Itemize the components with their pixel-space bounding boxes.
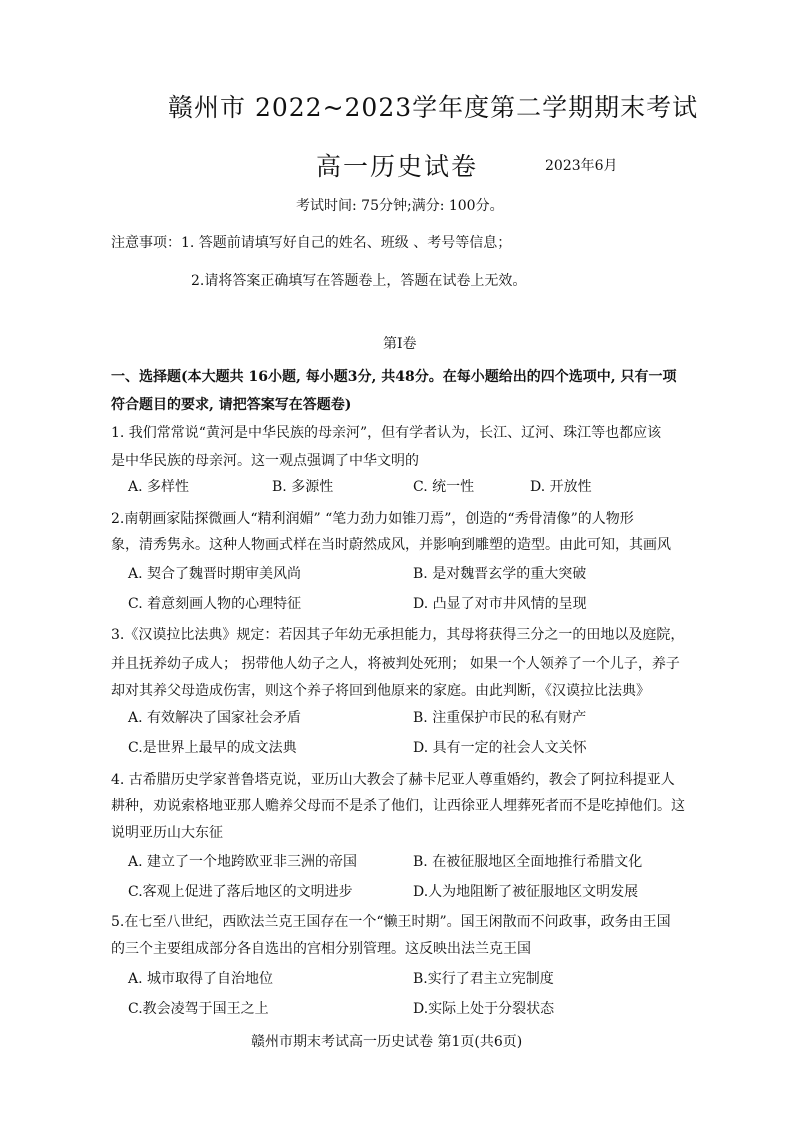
question-5-option-a[interactable]: A. 城市取得了自治地位 xyxy=(128,971,274,987)
question-1-option-a[interactable]: A. 多样性 xyxy=(128,479,190,495)
question-2-option-a[interactable]: A. 契合了魏晋时期审美风尚 xyxy=(128,566,302,582)
page-footer: 赣州市期末考试高一历史试卷 第1页(共6页) xyxy=(251,1034,523,1050)
question-2-option-b[interactable]: B. 是对魏晋玄学的重大突破 xyxy=(413,566,587,582)
question-5-option-b[interactable]: B.实行了君主立宪制度 xyxy=(413,971,554,987)
question-1-option-b[interactable]: B. 多源性 xyxy=(272,479,334,495)
question-1-option-d[interactable]: D. 开放性 xyxy=(530,479,592,495)
notice-line-2: 2.请将答案正确填写在答题卷上，答题在试卷上无效。 xyxy=(191,273,527,289)
question-3-line-2: 并且抚养幼子成人； 拐带他人幼子之人，将被判处死刑； 如果一个人领养了一个儿子，养子 xyxy=(111,656,680,672)
question-2-line-1: 2.南朝画家陆探微画人“精利润媚” “笔力劲力如锥刀焉”，创造的“秀骨清像”的人物形 xyxy=(111,511,634,527)
question-4-option-b[interactable]: B. 在被征服地区全面地推行希腊文化 xyxy=(413,854,643,870)
section-heading-line-2: 符合题目的要求, 请把答案写在答题卷) xyxy=(111,397,352,413)
question-3-line-1: 3.《汉谟拉比法典》规定：若因其子年幼无承担能力，其母将获得三分之一的田地以及庭院， xyxy=(111,627,685,643)
question-5-line-2: 的三个主要组成部分各自选出的宫相分别管理。这反映出法兰克王国 xyxy=(111,941,531,957)
exam-subtitle: 高一历史试卷 xyxy=(316,152,479,181)
question-2-option-d[interactable]: D. 凸显了对市井风情的呈现 xyxy=(413,596,587,612)
question-3-option-c[interactable]: C.是世界上最早的成文法典 xyxy=(128,740,297,756)
question-4-line-1: 4. 古希腊历史学家普鲁塔克说，亚历山大教会了赫卡尼亚人尊重婚约，教会了阿拉科提亚人 xyxy=(111,772,675,788)
question-4-option-c[interactable]: C.客观上促进了落后地区的文明进步 xyxy=(128,884,353,900)
question-1-line-2: 是中华民族的母亲河。这一观点强调了中华文明的 xyxy=(111,453,419,469)
question-2-option-c[interactable]: C. 着意刻画人物的心理特征 xyxy=(128,596,302,612)
section-heading-line-1: 一、选择题(本大题共 16小题, 每小题3分, 共48分。在每小题给出的四个选项中, 只有一项 xyxy=(111,369,677,385)
question-5-line-1: 5.在七至八世纪，西欧法兰克王国存在一个“懒王时期”。国王闲散而不问政事，政务由王国 xyxy=(111,914,671,930)
question-4-option-d[interactable]: D.人为地阻断了被征服地区文明发展 xyxy=(413,884,639,900)
question-1-line-1: 1. 我们常常说“黄河是中华民族的母亲河”，但有学者认为，长江、辽河、珠江等也都应该 xyxy=(111,425,662,441)
question-4-line-2: 耕种，劝说索格地亚那人赡养父母而不是杀了他们，让西徐亚人埋葬死者而不是吃掉他们。这 xyxy=(111,798,685,814)
question-4-option-a[interactable]: A. 建立了一个地跨欧亚非三洲的帝国 xyxy=(128,854,358,870)
question-4-line-3: 说明亚历山大东征 xyxy=(111,825,223,841)
question-3-line-3: 却对其养父母造成伤害，则这个养子将回到他原来的家庭。由此判断，《汉谟拉比法典》 xyxy=(111,683,650,699)
question-5-option-d[interactable]: D.实际上处于分裂状态 xyxy=(413,1001,555,1017)
exam-info: 考试时间: 75分钟;满分: 100分。 xyxy=(296,198,504,214)
question-3-option-b[interactable]: B. 注重保护市民的私有财产 xyxy=(413,710,587,726)
volume-heading: 第I卷 xyxy=(383,336,417,352)
question-1-option-c[interactable]: C. 统一性 xyxy=(413,479,475,495)
question-3-option-d[interactable]: D. 具有一定的社会人文关怀 xyxy=(413,740,587,756)
notice-line-1: 注意事项：1. 答题前请填写好自己的姓名、班级 、考号等信息； xyxy=(111,235,512,251)
question-5-option-c[interactable]: C.教会凌驾于国王之上 xyxy=(128,1001,269,1017)
exam-title: 赣州市 2022~2023学年度第二学期期末考试 xyxy=(168,93,699,122)
exam-date: 2023年6月 xyxy=(545,158,618,174)
question-3-option-a[interactable]: A. 有效解决了国家社会矛盾 xyxy=(128,710,302,726)
question-2-line-2: 象，清秀隽永。这种人物画式样在当时蔚然成风，并影响到雕塑的造型。由此可知，其画风 xyxy=(111,537,671,553)
